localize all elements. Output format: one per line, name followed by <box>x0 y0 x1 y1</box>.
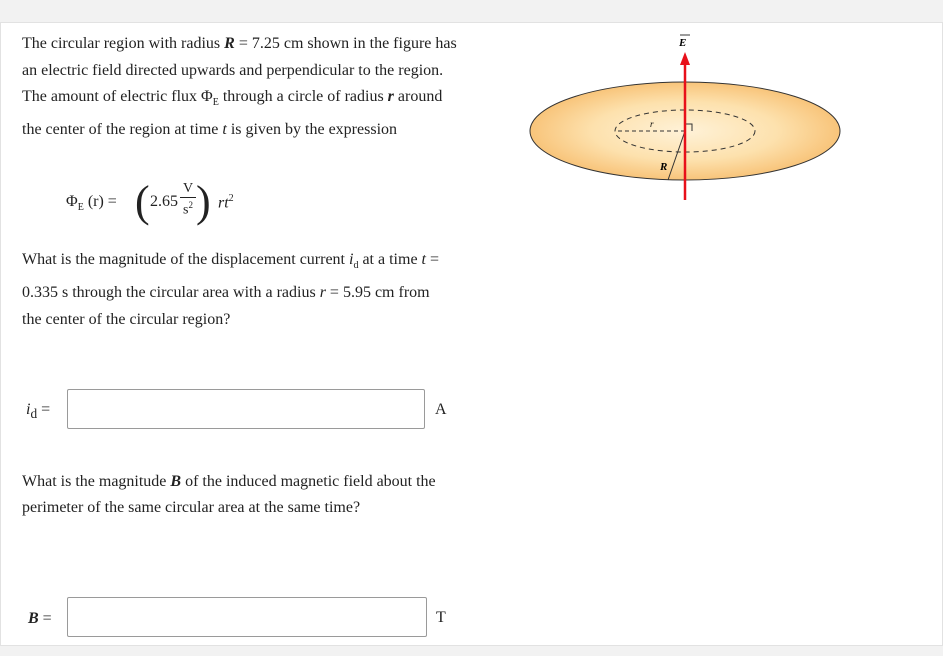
var-R: R <box>224 35 235 52</box>
displacement-current-input[interactable] <box>67 389 425 429</box>
unit-amperes: A <box>435 401 447 418</box>
magnetic-field-input[interactable] <box>67 597 427 637</box>
disk-figure <box>526 32 846 204</box>
unit-fraction: $\frac{V}{s^2}$ <box>180 182 196 218</box>
field-E-label: E <box>679 37 687 49</box>
answer-1-label: $i_d$ = <box>26 401 51 422</box>
answer-2-label: B = <box>28 610 52 627</box>
radius-r-label: r <box>650 119 654 129</box>
flux-equation: $\Phi_E$ (r) = ( 2.65 $\frac{V}{s^2}$ ) $rt^2$ <box>66 177 234 226</box>
field-arrow-head <box>680 52 690 65</box>
question-2: What is the magnitude B of the induced magnetic field about the perimeter of the same circular area at the same time? <box>22 473 436 516</box>
radius-R-label: R <box>660 161 668 173</box>
unit-tesla: T <box>436 609 446 626</box>
problem-intro: The circular region with radius R = 7.25 cm shown in the figure has an electric field directed upwards and perpendicular to the region. The amount of electric flux $\Phi_E$ through a circle of radius r around the center of the region at time t is given by the expression <box>22 35 457 138</box>
question-1: What is the magnitude of the displacement current $i_d$ at a time t = 0.335 s through the circular area with a radius r = 5.95 cm from the center of the circular region? <box>22 251 440 329</box>
